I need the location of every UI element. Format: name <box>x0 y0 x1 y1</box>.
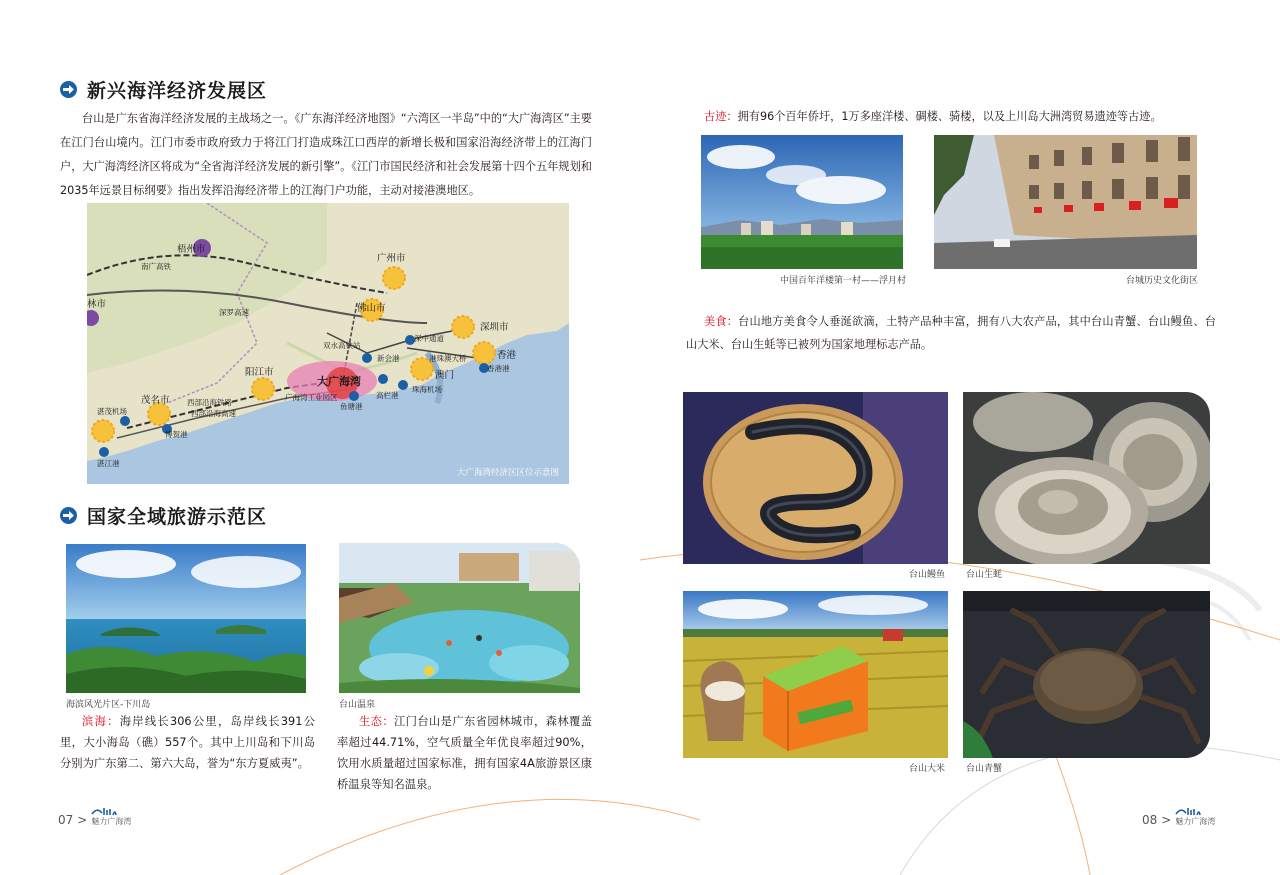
brand-logo <box>91 806 131 827</box>
ecology-lead: 生态： <box>359 715 395 728</box>
photo-fuyue-village <box>701 135 903 269</box>
brand-name: 魅力广海湾 <box>91 817 132 826</box>
heritage-paragraph <box>704 105 1224 129</box>
heritage-lead: 古迹： <box>704 110 738 123</box>
coastal-paragraph <box>60 711 315 774</box>
taishan-logo-icon <box>1175 806 1201 816</box>
map-label: 高栏港 <box>376 391 399 400</box>
map-label: 林市 <box>87 299 107 310</box>
map-label: 湛茂机场 <box>97 407 127 416</box>
map-label: 香港港 <box>487 364 510 373</box>
map-label: 广州市 <box>377 253 406 264</box>
photo-caption: 中国百年洋楼第一村——浮月村 <box>780 276 907 286</box>
section-title: 新兴海洋经济发展区 <box>87 80 268 102</box>
map-label: 广海湾工业园区 <box>285 393 338 402</box>
coastal-lead: 滨海： <box>82 715 120 728</box>
map-label: 港珠澳大桥 <box>429 354 467 363</box>
section-heading-marine-economy <box>60 76 267 103</box>
map-label: 博贺港 <box>165 430 188 439</box>
map-label: 深圳市 <box>480 322 509 333</box>
map-label: 深中通道 <box>414 334 444 343</box>
food-paragraph <box>686 310 1216 356</box>
taishan-logo-icon <box>91 806 117 816</box>
photo-caption: 台山温泉 <box>339 700 376 710</box>
photo-crab <box>963 591 1210 758</box>
photo-eel <box>683 392 948 564</box>
page-number: 07 <box>58 813 74 827</box>
photo-caption: 海滨风光片区-下川岛 <box>66 700 151 710</box>
photo-xiachuan-island <box>66 544 306 693</box>
photo-oyster <box>963 392 1210 564</box>
map-graphic <box>87 203 569 484</box>
photo-caption: 台山青蟹 <box>966 764 1003 774</box>
photo-caption: 台山生蚝 <box>966 570 1003 580</box>
marine-economy-paragraph: 台山是广东省海洋经济发展的主战场之一。《广东海洋经济地图》“六湾区一半岛”中的“大广海湾区”主要在江门台山境内。江门市委市政府致力于将江门打造成珠江口西岸的新增长极和国家沿海经济带上的江海门户，大广海湾经济区将成为“全省海洋经济发展的新引擎”。《江门市国民经济和社会发展第十四个五年规划和2035年远景目标纲要》指出发挥沿海经济带上的江海门户功能，主动对接港澳地区。 <box>60 112 592 197</box>
folio-right <box>1142 806 1215 827</box>
photo-caption: 台山大米 <box>909 764 946 774</box>
brand-logo <box>1175 806 1215 827</box>
coastal-text: 海岸线长306公里，岛岸线长391公里，大小海岛（礁）557个。其中上川岛和下川岛分别为广东第二、第六大岛，誉为“东方夏威夷”。 <box>60 715 315 770</box>
arrow-circle-icon <box>60 81 77 98</box>
photo-taicheng-street <box>934 135 1197 269</box>
folio-left <box>58 806 131 827</box>
map-caption: 大广海湾经济区区位示意图 <box>456 468 559 478</box>
map-label: 梧州市 <box>177 244 206 255</box>
map-label: 西部沿海高速 <box>191 409 236 418</box>
food-text: 台山地方美食令人垂涎欲滴，土特产品种丰富，拥有八大农产品，其中台山青蟹、台山鳗鱼、台山大米、台山生蚝等已被列为国家地理标志产品。 <box>686 315 1216 351</box>
ecology-paragraph <box>337 711 592 795</box>
map-label: 深罗高速 <box>219 308 249 317</box>
location-map <box>87 203 569 484</box>
arrow-circle-icon <box>60 507 77 524</box>
ecology-text: 江门台山是广东省园林城市，森林覆盖率超过44.71%，空气质量全年优良率超过90%，饮用水质量超过国家标准，拥有国家4A旅游景区康桥温泉等知名温泉。 <box>337 715 592 791</box>
section-title: 国家全域旅游示范区 <box>87 506 268 528</box>
photo-caption: 台山鳗鱼 <box>909 570 946 580</box>
page-number: 08 <box>1142 813 1158 827</box>
map-label: 湛江港 <box>97 459 120 468</box>
map-label: 茂名市 <box>141 395 170 406</box>
map-label: 珠海机场 <box>412 385 442 394</box>
photo-caption: 台城历史文化街区 <box>1126 276 1199 286</box>
chevron-right-icon: > <box>77 813 88 827</box>
map-label: 新会港 <box>377 354 400 363</box>
map-label: 澳门 <box>435 370 455 381</box>
map-label: 西部沿海铁路 <box>187 398 232 407</box>
photo-rice <box>683 591 948 758</box>
chevron-right-icon: > <box>1161 813 1172 827</box>
heritage-text: 拥有96个百年侨圩，1万多座洋楼、碉楼、骑楼，以及上川岛大洲湾贸易遗迹等古迹。 <box>737 110 1162 123</box>
map-label: 南广高铁 <box>141 262 171 271</box>
photo-hot-spring <box>339 543 580 693</box>
map-label: 香港 <box>497 350 517 361</box>
map-label: 鱼塘港 <box>340 402 363 411</box>
map-label: 阳江市 <box>245 367 274 378</box>
brand-name: 魅力广海湾 <box>1175 817 1216 826</box>
map-label: 佛山市 <box>357 303 386 314</box>
section-heading-tourism <box>60 502 267 529</box>
food-lead: 美食： <box>704 315 739 328</box>
map-label: 大广海湾 <box>317 375 361 388</box>
map-label: 双水高铁站 <box>323 341 361 350</box>
